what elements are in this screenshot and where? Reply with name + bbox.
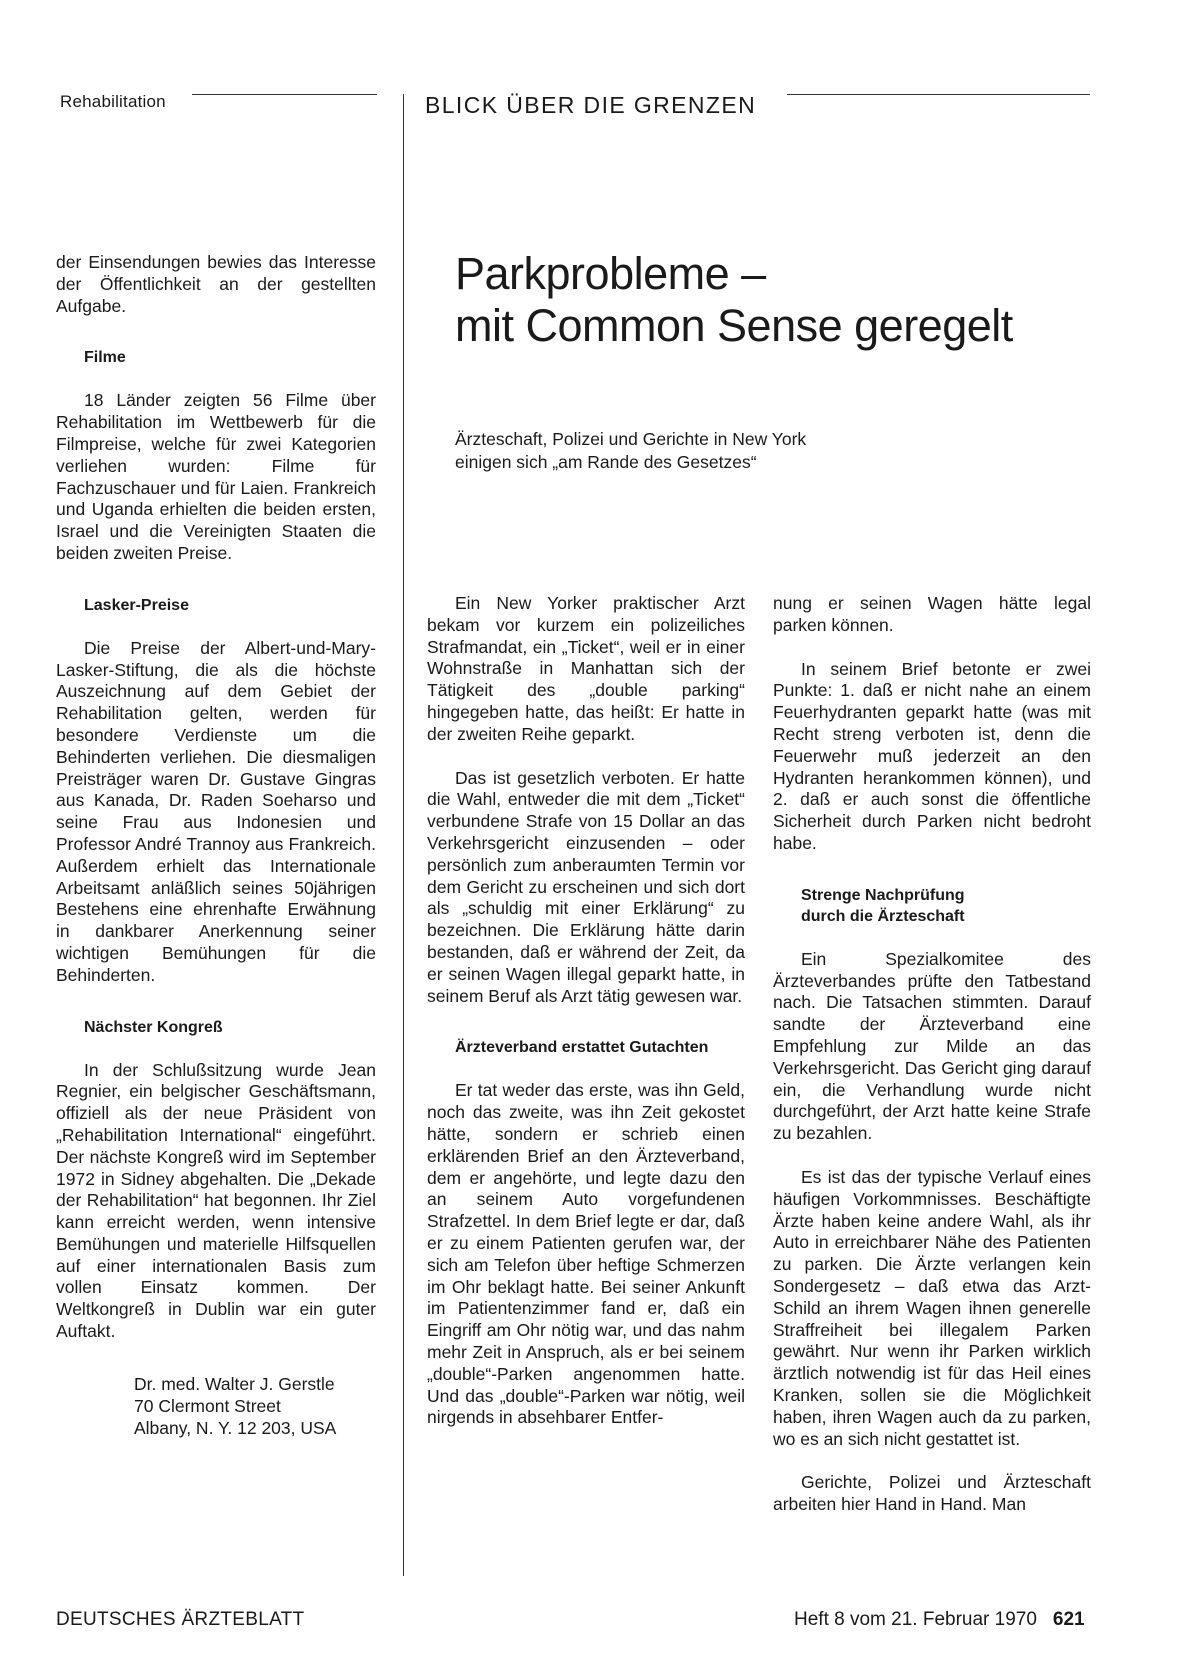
journal-name: DEUTSCHES ÄRZTEBLATT xyxy=(56,1609,305,1630)
paragraph-mid-3: Er tat weder das erste, was ihn Geld, noch das zweite, was ihn Zeit gekostet hätte, sondern er schrieb einen erklärenden Brief an den Ärzteverband, dem er angehörte, und legte dazu den an seinem Auto vorgefundenen Strafzettel. In dem Brief legte er dar, daß er zu einem Patienten gerufen war, der sich am Telefon über heftige Schmerzen im Ohr beklagt hatte. Bei seiner Ankunft im Patientenzimmer fand er, daß ein Eingriff am Ohr nötig war, und das nahm mehr Zeit in Anspruch, als er bei seinem „double“-Parken angenommen hatte. Und das „double“-Parken war nötig, weil nirgends in absehbarer Entfer- xyxy=(427,1080,745,1428)
paragraph-right-5: Gerichte, Polizei und Ärzteschaft arbeiten hier Hand in Hand. Man xyxy=(773,1472,1091,1515)
heading-lasker-preise: Lasker-Preise xyxy=(84,596,189,614)
author-street: 70 Clermont Street xyxy=(134,1395,281,1416)
paragraph-mid-1: Ein New Yorker praktischer Arzt bekam vor kurzem ein polizeiliches Strafmandat, ein „Ticket“, weil er in einer Wohnstraße in Manhattan sich der Tätigkeit des „double parking“ hingegeben hatte, das heißt: Er hatte in der zweiten Reihe geparkt. xyxy=(427,593,745,744)
paragraph-right-3: Ein Spezialkomitee des Ärzteverbandes prüfte den Tatbestand nach. Die Tatsachen stimmten. Darauf sandte der Ärzteverband eine Empfehlung zur Milde an das Verkehrsgericht. Das Gericht ging darauf ein, die Verhandlung wurde nicht durchgeführt, der Arzt hatte keine Strafe zu bezahlen. xyxy=(773,948,1091,1144)
issue-info xyxy=(794,1609,1085,1631)
heading-line-1: Strenge Nachprüfung xyxy=(801,886,965,904)
author-city: Albany, N. Y. 12 203, USA xyxy=(134,1417,337,1438)
paragraph-right-1: nung er seinen Wagen hätte legal parken können. xyxy=(773,593,1091,635)
headline-line-1: Parkprobleme – xyxy=(455,248,766,299)
paragraph-naechster-kongress: In der Schlußsitzung wurde Jean Regnier, ein belgischer Geschäftsmann, offiziell als der neue Präsident von „Rehabilitation International“ eingeführt. Der nächste Kongreß wird im September 1972 in Sidney abgehalten. Die „Dekade der Rehabilitation“ hat begonnen. Ihr Ziel kann erreicht werden, wenn intensive Bemühungen und materielle Hilfsquellen auf einer internationalen Basis zum vollen Einsatz kommen. Der Weltkongreß in Dublin war ein guter Auftakt. xyxy=(56,1059,376,1342)
heading-filme: Filme xyxy=(84,349,126,367)
heading-strenge-nachpruefung xyxy=(773,885,1091,927)
author-name: Dr. med. Walter J. Gerstle xyxy=(134,1373,335,1394)
header-rule-right xyxy=(787,94,1090,95)
subhead-line-1: Ärzteschaft, Polizei und Gerichte in New York xyxy=(455,429,807,449)
headline-line-2: mit Common Sense geregelt xyxy=(455,300,1013,351)
middle-column xyxy=(427,593,745,1429)
heading-aerzteverband-gutachten: Ärzteverband erstattet Gutachten xyxy=(455,1039,709,1057)
issue-date: Heft 8 vom 21. Februar 1970 xyxy=(794,1609,1037,1630)
article-subheadline xyxy=(455,428,975,474)
right-column xyxy=(773,593,1091,1516)
section-label-right: BLICK ÜBER DIE GRENZEN xyxy=(425,92,757,118)
paragraph-mid-2: Das ist gesetzlich verboten. Er hatte die Wahl, entweder die mit dem „Ticket“ verbundene Strafe von 15 Dollar an das Verkehrsgericht einzusenden – oder persönlich zum anberaumten Termin vor dem Gericht zu erscheinen und sich dort als „schuldig mit einer Erklärung“ zu bezeichnen. Die Erklärung hätte darin bestanden, daß er während der Zeit, da er seinen Wagen illegal geparkt hatte, in seinem Beruf als Arzt tätig gewesen war. xyxy=(427,767,745,1006)
paragraph-right-4: Es ist das der typische Verlauf eines häufigen Vorkommnisses. Beschäftigte Ärzte haben keine andere Wahl, als ihr Auto in erreichbarer Nähe des Patienten zu parken. Die Ärzte verlangen kein Sondergesetz – daß etwa das Arzt-Schild an ihrem Wagen ihnen generelle Straffreiheit bei illegalem Parken gewährt. Nur wenn ihr Parken wirklich ärztlich notwendig ist für das Heil eines Kranken, sollen sie die Möglichkeit haben, ihren Wagen auch da zu parken, wo es an sich nicht gestattet ist. xyxy=(773,1166,1091,1449)
page-number: 621 xyxy=(1052,1609,1085,1630)
heading-line-2: durch die Ärzteschaft xyxy=(801,907,965,925)
header-rule-left xyxy=(192,94,377,95)
heading-naechster-kongress: Nächster Kongreß xyxy=(84,1018,223,1036)
left-column xyxy=(56,252,376,1439)
subhead-line-2: einigen sich „am Rande des Gesetzes“ xyxy=(455,452,757,472)
section-label-left: Rehabilitation xyxy=(60,92,166,111)
article-headline xyxy=(455,248,1075,352)
paragraph-right-2: In seinem Brief betonte er zwei Punkte: 1. daß er nicht nahe an einem Feuerhydranten geparkt hatte (was mit Recht streng verboten ist, denn die Feuerwehr muß jederzeit an den Hydranten herankommen können), und 2. daß er auch sonst die öffentliche Sicherheit durch Parken nicht bedroht habe. xyxy=(773,658,1091,853)
paragraph-intro: der Einsendungen bewies das Interesse der Öffentlichkeit an der gestellten Aufgabe. xyxy=(56,252,376,316)
column-divider xyxy=(403,94,404,1576)
paragraph-filme: 18 Länder zeigten 56 Filme über Rehabilitation im Wettbewerb für die Filmpreise, welche für zwei Kategorien verliehen wurden: Filme für Fachzuschauer und für Laien. Frankreich und Uganda erhielten die beiden ersten, Israel und die Vereinigten Staaten die beiden zweiten Preise. xyxy=(56,390,376,563)
paragraph-lasker-preise: Die Preise der Albert-und-Mary-Lasker-Stiftung, die als die höchste Auszeichnung auf dem Gebiet der Rehabilitation gelten, werden für besondere Verdienste um die Behinderten verliehen. Die diesmaligen Preisträger waren Dr. Gustave Gingras aus Kanada, Dr. Raden Soeharso und seine Frau aus Indonesien und Professor André Trannoy aus Frankreich. Außerdem erhielt das Internationale Arbeitsamt anläßlich seines 50jährigen Bestehens eine ehrenhafte Erwähnung in dankbarer Anerkennung seiner wichtigen Bemühungen für die Behinderten. xyxy=(56,637,376,985)
author-signature xyxy=(56,1373,376,1439)
